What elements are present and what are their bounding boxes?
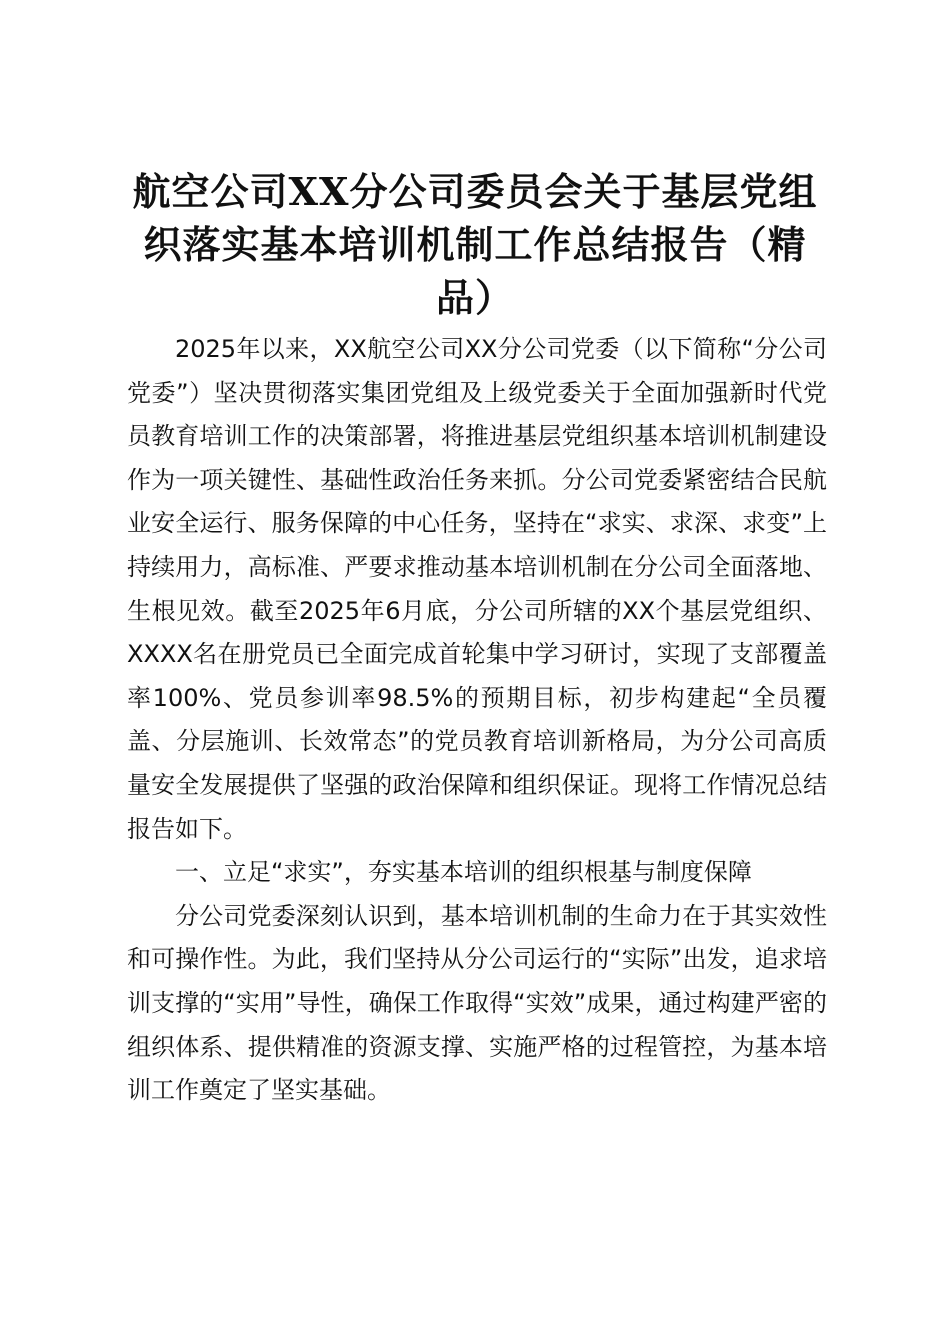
document-title: 航空公司XX分公司委员会关于基层党组织落实基本培训机制工作总结报告（精品） [132,169,818,320]
section-paragraph: 分公司党委深刻认识到，基本培训机制的生命力在于其实效性和可操作性。为此，我们坚持从分公司运行的“实际”出发，追求培训支撑的“实用”导性，确保工作取得“实效”成果，通过构建严密的组织体系、提供精准的资源支撑、实施严格的过程管控，为基本培训工作奠定了坚实基础。 [127,901,827,1105]
section-heading: 一、立足“求实”，夯实基本培训的组织根基与制度保障 [175,858,752,887]
document-body [127,328,827,1113]
intro-paragraph: 2025年以来，XX航空公司XX分公司党委（以下简称“分公司党委”）坚决贯彻落实集团党组及上级党委关于全面加强新时代党员教育培训工作的决策部署，将推进基层党组织基本培训机制建设作为一项关键性、基础性政治任务来抓。分公司党委紧密结合民航业安全运行、服务保障的中心任务，坚持在“求实、求深、求变”上持续用力，高标准、严要求推动基本培训机制在分公司全面落地、生根见效。截至2025年6月底，分公司所辖的XX个基层党组织、XXXX名在册党员已全面完成首轮集中学习研讨，实现了支部覆盖率100%、党员参训率98.5%的预期目标，初步构建起“全员覆盖、分层施训、长效常态”的党员教育培训新格局，为分公司高质量安全发展提供了坚强的政治保障和组织保证。现将工作情况总结报告如下。 [127,335,827,843]
